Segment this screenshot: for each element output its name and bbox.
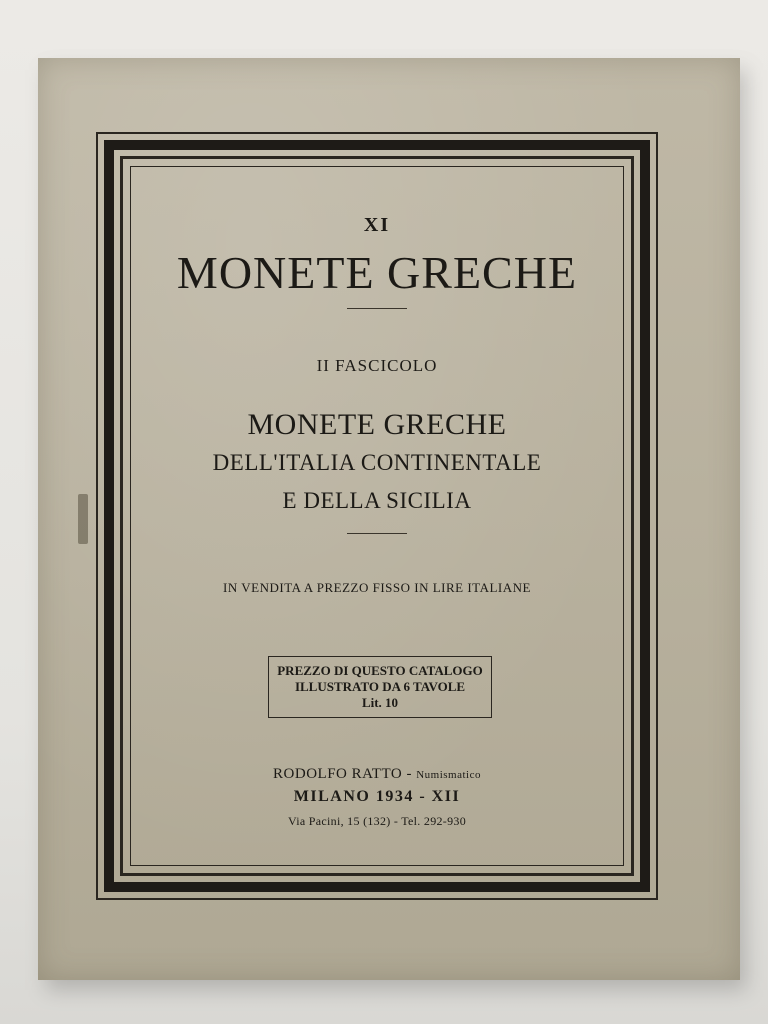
city-year: MILANO 1934 - XII: [293, 788, 461, 805]
volume-number: XI: [363, 214, 391, 236]
divider-rule: [347, 308, 407, 309]
subtitle-line-2: DELL'ITALIA CONTINENTALE: [212, 450, 542, 475]
divider-rule: [347, 533, 407, 534]
price-box-line-2: ILLUSTRATO DA 6 TAVOLE: [294, 679, 466, 694]
price-box-line-1: PREZZO DI QUESTO CATALOGO: [277, 663, 483, 678]
subtitle-line-1: MONETE GRECHE: [247, 408, 507, 441]
sale-note: IN VENDITA A PREZZO FISSO IN LIRE ITALIANE: [223, 580, 531, 595]
price-box: [268, 656, 492, 718]
publisher-line: [130, 766, 624, 783]
fascicolo-label: II FASCICOLO: [316, 356, 438, 375]
cover-content: [130, 166, 624, 866]
main-title: MONETE GRECHE: [176, 247, 578, 298]
publisher-separator: -: [406, 766, 412, 782]
staple-mark: [78, 494, 88, 544]
publisher-role: Numismatico: [416, 769, 481, 781]
publisher-address: Via Pacini, 15 (132) - Tel. 292-930: [287, 814, 467, 828]
subtitle-line-3: E DELLA SICILIA: [282, 488, 472, 513]
price-box-line-3: Lit. 10: [361, 695, 399, 710]
publisher-name: RODOLFO RATTO: [273, 766, 403, 782]
